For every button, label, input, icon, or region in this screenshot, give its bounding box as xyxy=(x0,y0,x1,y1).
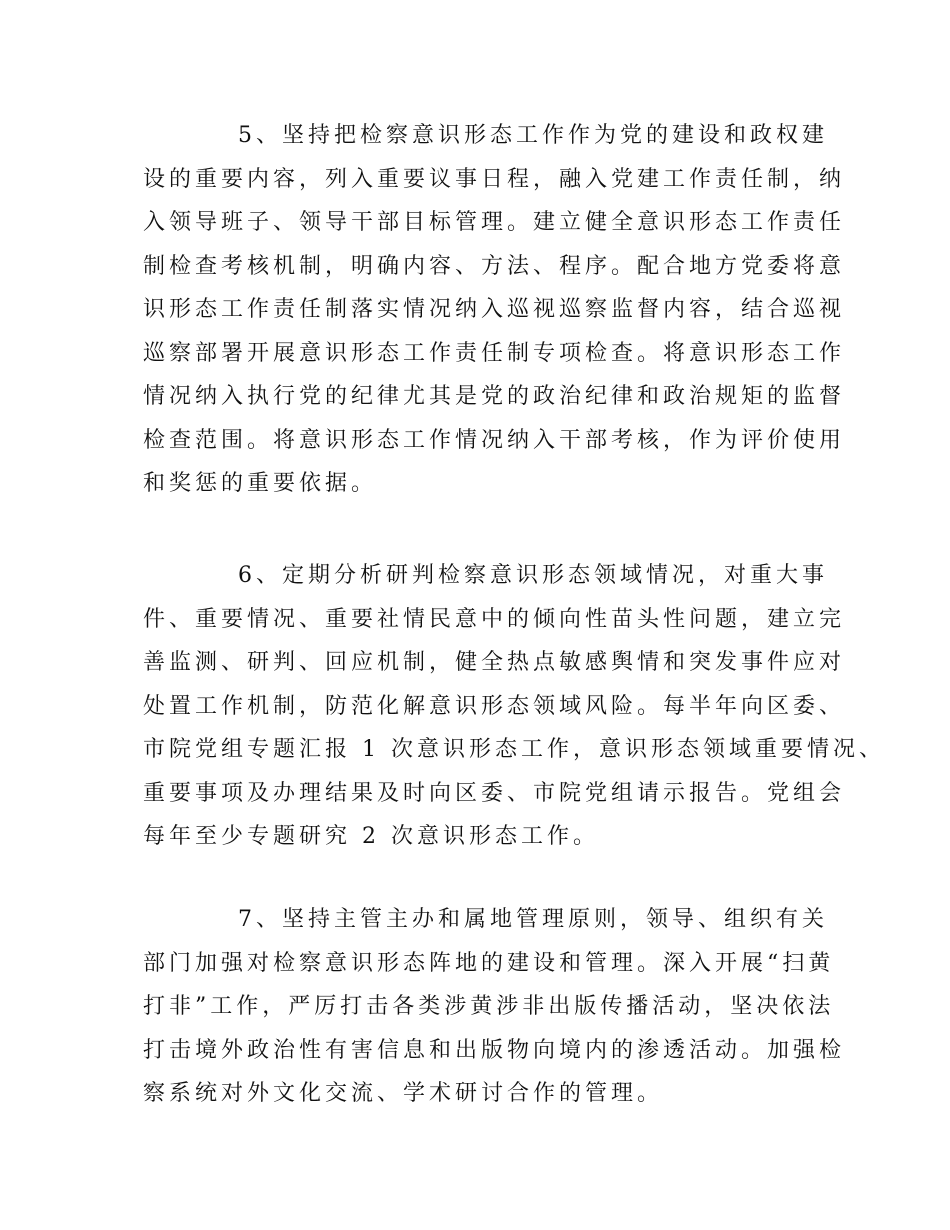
paragraph-line: 打击境外政治性有害信息和出版物向境内的渗透活动。加强检 xyxy=(143,1037,846,1063)
paragraph-line: 打非”工作，严厉打击各类涉黄涉非出版传播活动，坚决依法 xyxy=(143,994,835,1019)
paragraph-line: 每年至少专题研究 2 次意识形态工作。 xyxy=(143,824,599,849)
paragraph-line: 识形态工作责任制落实情况纳入巡视巡察监督内容，结合巡视 xyxy=(143,297,846,322)
paragraph-line: 巡察部署开展意识形态工作责任制专项检查。将意识形态工作 xyxy=(143,340,846,366)
paragraph-line: 和奖惩的重要依据。 xyxy=(143,471,378,496)
paragraph-line: 入领导班子、领导干部目标管理。建立健全意识形态工作责任 xyxy=(143,210,846,235)
paragraph-line: 处置工作机制，防范化解意识形态领域风险。每半年向区委、 xyxy=(143,693,846,719)
paragraph-line: 情况纳入执行党的纪律尤其是党的政治纪律和政治规矩的监督 xyxy=(143,384,846,409)
paragraph-line: 检查范围。将意识形态工作情况纳入干部考核，作为评价使用 xyxy=(143,427,846,453)
paragraph-line: 制检查考核机制，明确内容、方法、程序。配合地方党委将意 xyxy=(143,253,846,279)
paragraph-7 xyxy=(143,898,846,1116)
paragraph-line: 7、坚持主管主办和属地管理原则，领导、组织有关 xyxy=(238,907,828,932)
paragraph-line: 重要事项及办理结果及时向区委、市院党组请示报告。党组会 xyxy=(143,780,846,806)
paragraph-line: 件、重要情况、重要社情民意中的倾向性苗头性问题，建立完 xyxy=(143,606,846,632)
paragraph-line: 5、坚持把检察意识形态工作作为党的建设和政权建 xyxy=(238,123,828,148)
paragraph-line: 6、定期分析研判检察意识形态领域情况，对重大事 xyxy=(238,563,828,588)
paragraph-line: 部门加强对检察意识形态阵地的建设和管理。深入开展“扫黄 xyxy=(143,950,835,976)
paragraph-line: 设的重要内容，列入重要议事日程，融入党建工作责任制，纳 xyxy=(143,166,846,192)
paragraph-5 xyxy=(143,114,846,506)
paragraph-line: 察系统对外文化交流、学术研讨合作的管理。 xyxy=(143,1081,664,1106)
paragraph-line: 善监测、研判、回应机制，健全热点敏感舆情和突发事件应对 xyxy=(143,650,846,675)
paragraph-6 xyxy=(143,554,885,859)
paragraph-line: 市院党组专题汇报 1 次意识形态工作，意识形态领域重要情况、 xyxy=(143,737,885,762)
